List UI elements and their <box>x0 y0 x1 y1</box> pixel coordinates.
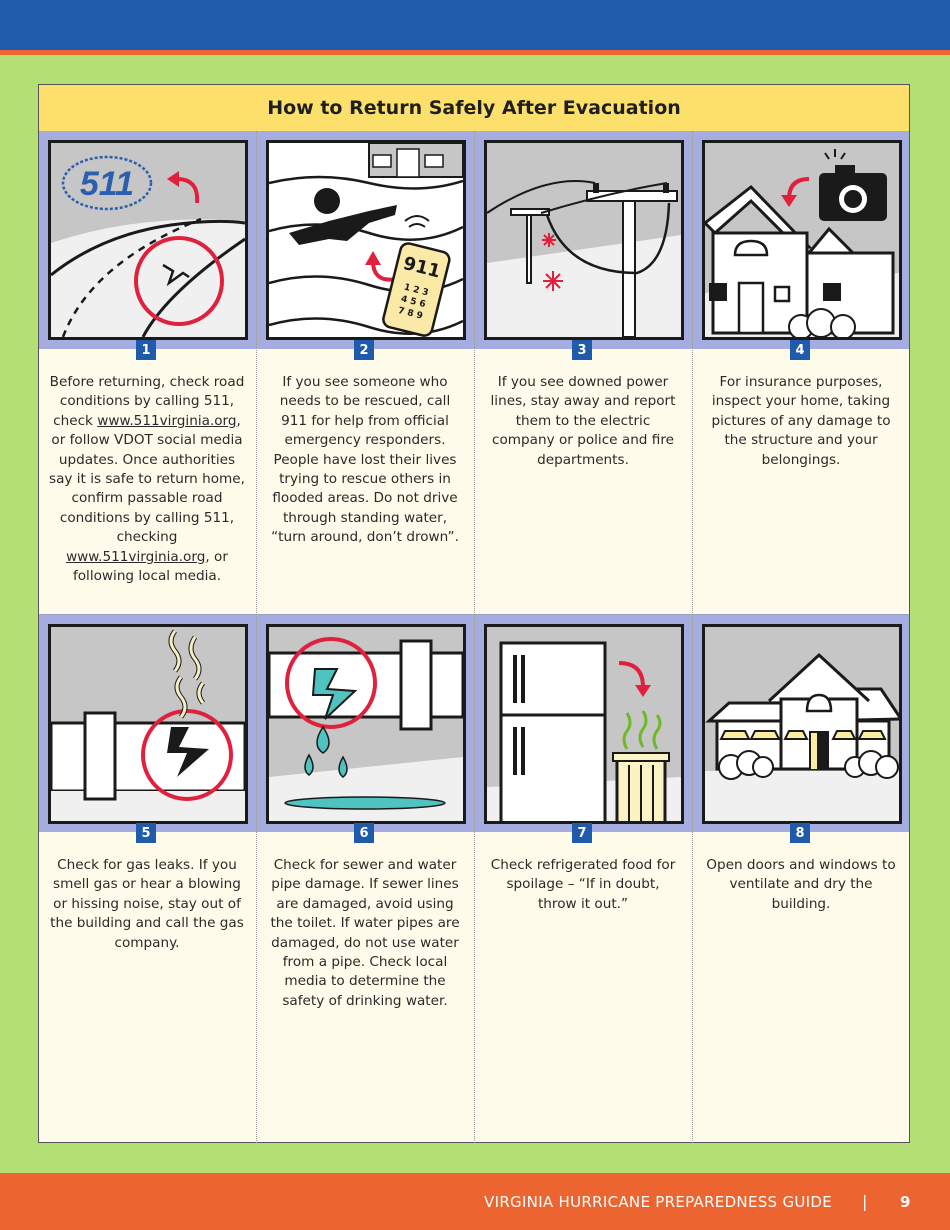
page-number: 9 <box>900 1192 911 1211</box>
step-6-caption: Check for sewer and water pipe damage. If sewer lines are damaged, avoid using the toilet. If water pipes are damaged, do not use water from a pipe. Check local media to determine the safety of drinking water. <box>270 857 460 1009</box>
step-7-caption: Check refrigerated food for spoilage – “If in doubt, throw it out.” <box>490 857 676 912</box>
step-2-caption: If you see someone who needs to be rescued, call 911 for help from official emergency responders. People have lost their lives trying to rescue others in flooded areas. Do not drive through standing water, “turn around, don’t drown”. <box>271 374 459 546</box>
511-logo: 511 <box>79 165 135 203</box>
svg-text:4 5 6: 4 5 6 <box>399 294 427 311</box>
step-1-illustration <box>48 140 248 340</box>
step-2-illustration <box>266 140 466 340</box>
511virginia-link[interactable]: www.511virginia.org <box>66 548 206 565</box>
flood-rescue-911-icon <box>269 143 463 337</box>
gas-leak-pipe-icon <box>51 627 245 821</box>
safety-steps-panel <box>38 84 910 1143</box>
step-1-caption: Before returning, check road conditions by calling 511, check www.511virginia.org, or follow VDOT social media updates. Once authorities say it is safe to return home, confirm passable road conditions by calling 511, checking www.511virginia.org, or following local media. <box>49 374 245 585</box>
downed-power-line-icon <box>487 143 681 337</box>
511virginia-link[interactable]: www.511virginia.org <box>97 412 237 429</box>
page-title: How to Return Safely After Evacuation <box>39 85 909 132</box>
footer-separator: | <box>862 1192 868 1211</box>
svg-text:7 8 9: 7 8 9 <box>396 305 424 322</box>
step-number-badge: 5 <box>136 823 156 843</box>
step-7-illustration <box>484 624 684 824</box>
step-number-badge: 3 <box>572 340 592 360</box>
refrigerator-spoiled-food-icon <box>487 627 681 821</box>
header-accent-stripe <box>0 50 950 55</box>
header-bar <box>0 0 950 50</box>
column-divider <box>474 131 475 1143</box>
step-number-badge: 8 <box>790 823 810 843</box>
step-number-badge: 7 <box>572 823 592 843</box>
step-6-illustration <box>266 624 466 824</box>
house-open-windows-icon <box>705 627 899 821</box>
step-number-badge: 4 <box>790 340 810 360</box>
step-8-illustration <box>702 624 902 824</box>
step-number-badge: 2 <box>354 340 374 360</box>
step-number-badge: 1 <box>136 340 156 360</box>
footer-guide-title: VIRGINIA HURRICANE PREPAREDNESS GUIDE <box>484 1192 832 1211</box>
step-5-caption: Check for gas leaks. If you smell gas or hear a blowing or hissing noise, stay out of the building and call the gas company. <box>50 857 244 951</box>
house-camera-icon <box>705 143 899 337</box>
step-number-badge: 6 <box>354 823 374 843</box>
column-divider <box>256 131 257 1143</box>
water-pipe-leak-icon <box>269 627 463 821</box>
step-5-illustration <box>48 624 248 824</box>
step-8-caption: Open doors and windows to ventilate and dry the building. <box>706 857 896 912</box>
road-crack-511-icon <box>51 143 245 337</box>
step-3-illustration <box>484 140 684 340</box>
column-divider <box>692 131 693 1143</box>
step-4-caption: For insurance purposes, inspect your home, taking pictures of any damage to the structure and your belongings. <box>711 374 891 468</box>
step-3-caption: If you see downed power lines, stay away and report them to the electric company or police and fire departments. <box>490 374 676 468</box>
svg-text:1 2 3: 1 2 3 <box>402 282 430 299</box>
svg-text:911: 911 <box>401 252 443 283</box>
step-4-illustration <box>702 140 902 340</box>
footer-bar <box>0 1173 950 1230</box>
